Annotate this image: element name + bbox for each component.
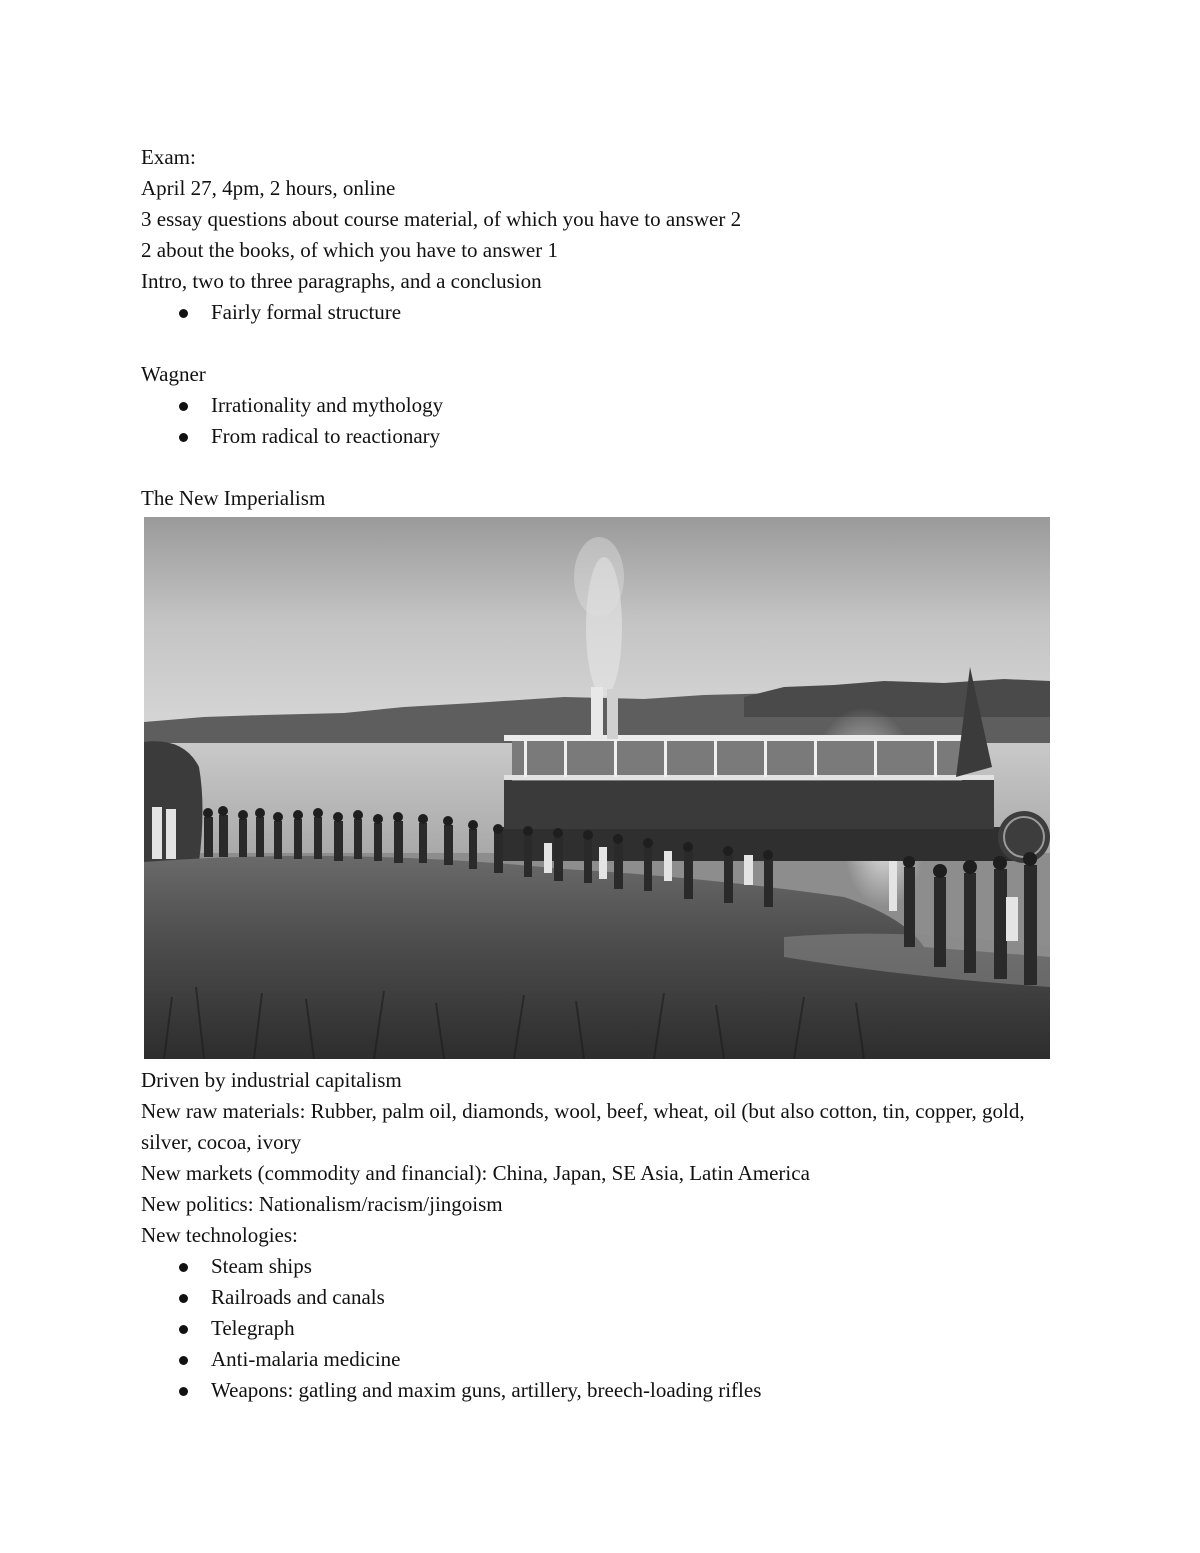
capitalism-line: Driven by industrial capitalism: [141, 1068, 402, 1092]
bullet-icon: [179, 1294, 188, 1303]
bullet-icon: [179, 1325, 188, 1334]
exam-structure-line: Intro, two to three paragraphs, and a conclusion: [141, 269, 542, 293]
wagner-bullet-list: [141, 390, 1061, 452]
document-body: [141, 142, 1061, 1406]
list-item: [141, 1344, 1061, 1375]
bullet-icon: [179, 402, 188, 411]
bullet-icon: [179, 433, 188, 442]
list-item-text: Railroads and canals: [211, 1285, 385, 1309]
blank-line: [141, 328, 1061, 359]
exam-bullet-list: [141, 297, 1061, 328]
exam-heading: Exam:: [141, 145, 196, 169]
list-item-text: Anti-malaria medicine: [211, 1347, 401, 1371]
list-item: [141, 1282, 1061, 1313]
list-item-text: Irrationality and mythology: [211, 393, 444, 417]
list-item-text: Steam ships: [211, 1254, 312, 1278]
list-item: [141, 297, 1061, 328]
bullet-icon: [179, 309, 188, 318]
bullet-icon: [179, 1263, 188, 1272]
list-item: [141, 1375, 1061, 1406]
blank-line: [141, 452, 1061, 483]
steamboat-photo-illustration: [144, 517, 1050, 1059]
bullet-icon: [179, 1356, 188, 1365]
list-item: [141, 390, 1061, 421]
markets-line: New markets (commodity and financial): China, Japan, SE Asia, Latin America: [141, 1161, 810, 1185]
list-item: [141, 1313, 1061, 1344]
steamboat-photo: [144, 517, 1050, 1059]
list-item-text: Weapons: gatling and maxim guns, artillery, breech-loading rifles: [211, 1378, 762, 1402]
imperialism-heading: The New Imperialism: [141, 486, 326, 510]
list-item-text: Fairly formal structure: [211, 300, 402, 324]
technologies-bullet-list: [141, 1251, 1061, 1406]
exam-books-line: 2 about the books, of which you have to answer 1: [141, 238, 558, 262]
list-item-text: From radical to reactionary: [211, 424, 441, 448]
list-item: [141, 1251, 1061, 1282]
exam-date-line: April 27, 4pm, 2 hours, online: [141, 176, 396, 200]
wagner-heading: Wagner: [141, 362, 206, 386]
politics-line: New politics: Nationalism/racism/jingoism: [141, 1192, 503, 1216]
exam-essay-line: 3 essay questions about course material, of which you have to answer 2: [141, 207, 742, 231]
raw-materials-line: New raw materials: Rubber, palm oil, diamonds, wool, beef, wheat, oil (but also cotton, tin, copper, gold, silver, cocoa, ivory: [141, 1099, 1025, 1154]
technologies-line: New technologies:: [141, 1223, 298, 1247]
list-item-text: Telegraph: [211, 1316, 295, 1340]
list-item: [141, 421, 1061, 452]
bullet-icon: [179, 1387, 188, 1396]
